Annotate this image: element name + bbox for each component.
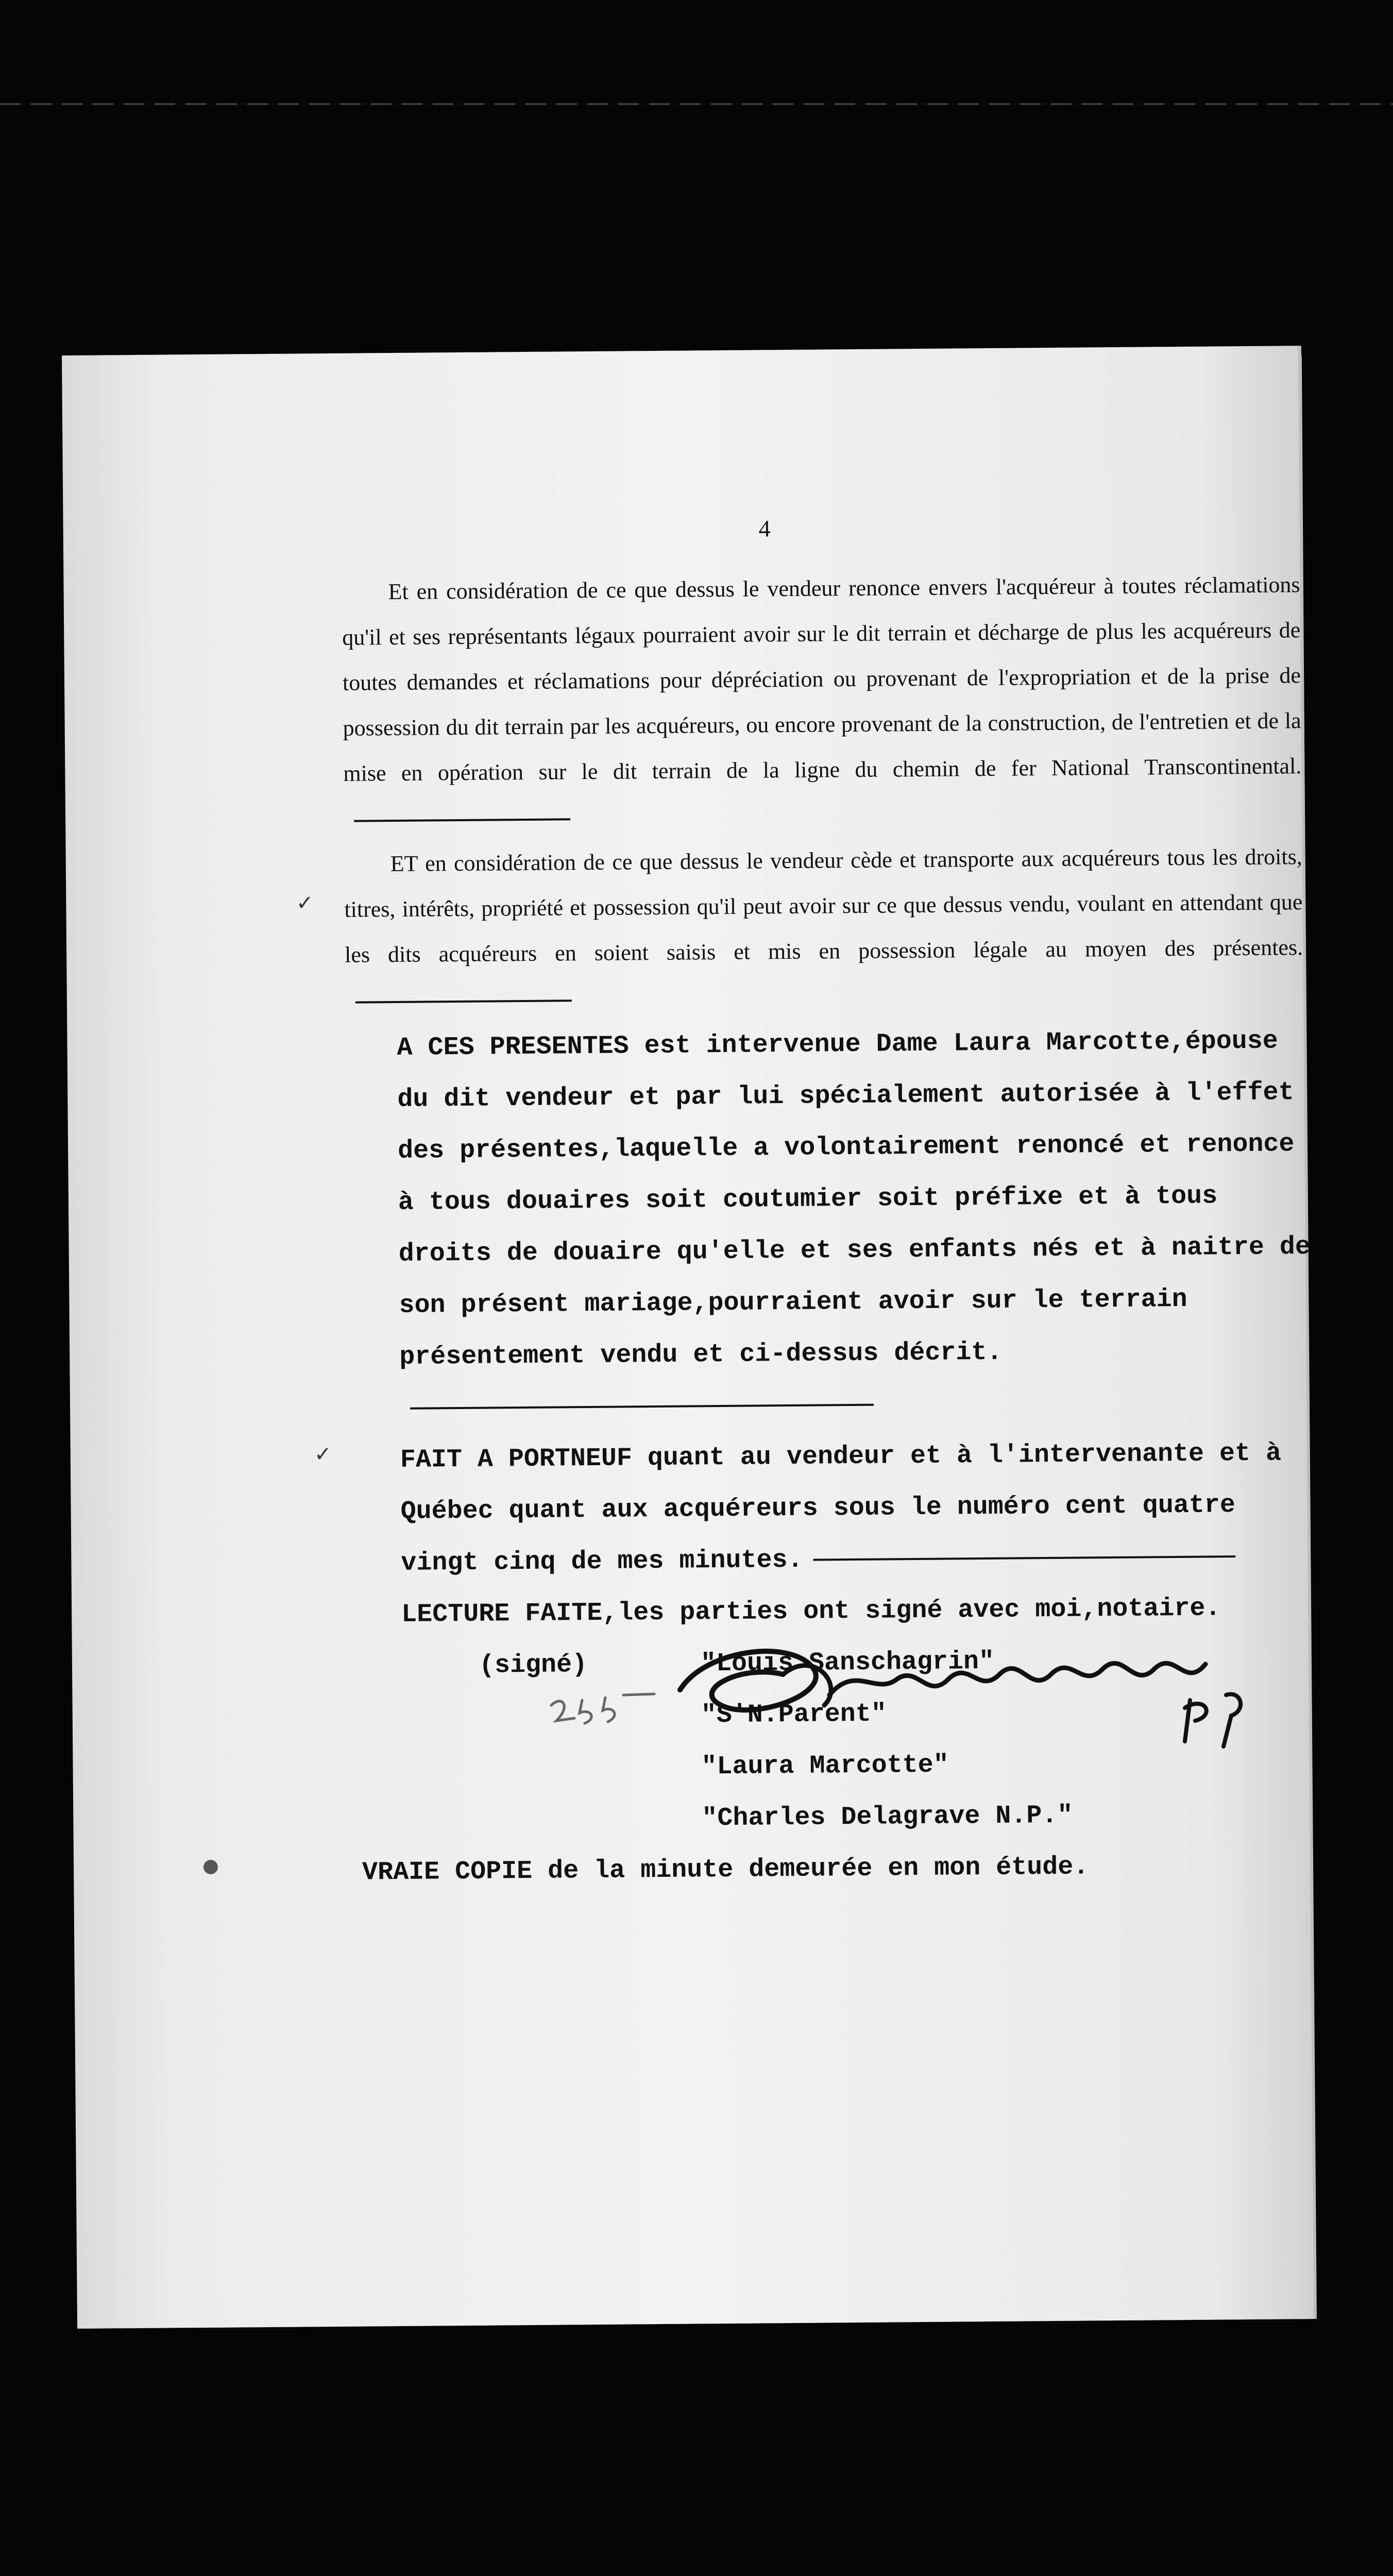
paragraph-fait-a: FAIT A PORTNEUF quant au vendeur et à l'intervenante et à Québec quant aux acquéreurs sous le numéro cent quatre vingt cinq de mes minutes. [400,1438,1282,1578]
film-edge [0,103,1393,105]
paragraph-transfer: ET en considération de ce que dessus le vendeur cède et transporte aux acquéreurs tous les droits, titres, intérêts, propriété et possession qu'il peut avoir sur ce que dessus vendu, voulant en attendant que les dits acquéreurs en soient saisis et mis en possession légale au moyen des présentes. [344,834,1303,1023]
page-number: 4 [758,515,771,542]
signature-louis-sanschagrin: "Louis Sanschagrin" [700,1647,995,1679]
handwritten-signature [659,1618,1267,1752]
serif-paragraphs [342,562,1303,1023]
signature-charles-delagrave: "Charles Delagrave N.P." [702,1801,1073,1834]
signed-label: (signé) [479,1650,588,1681]
ink-smudge [203,1860,218,1874]
signature-parent: "S'N.Parent" [701,1699,887,1731]
paragraph-intervention: A CES PRESENTES est intervenue Dame Laura Marcotte,épouse du dit vendeur et par lui spécialement autorisée à l'effet des présentes,laquelle a volontairement renoncé et renonce à tous douaires soit coutumier soit préfixe et à tous droits de douaire qu'elle et ses enfants nés et à naitre de son présent mariage,pourraient avoir sur le terrain présentement vendu et ci-dessus décrit. [355,1015,1327,1435]
fill-line [354,818,570,822]
pencil-note-drawing [546,1690,659,1731]
paragraph-lecture-faite: LECTURE FAITE,les parties ont signé avec moi,notaire. [401,1594,1221,1630]
certification-line: VRAIE COPIE de la minute demeurée en mon étude. [362,1852,1089,1888]
fill-line [813,1555,1236,1561]
check-mark: ✓ [296,891,314,915]
check-mark: ✓ [314,1443,332,1466]
typed-paragraphs [355,1015,1331,1899]
fill-line [355,999,572,1003]
signature-laura-marcotte: "Laura Marcotte" [701,1750,949,1782]
fill-line [410,1403,874,1409]
document-page [62,346,1314,2329]
paragraph-renunciation: Et en considération de ce que dessus le vendeur renonce envers l'acquéreur à toutes réclamations qu'il et ses représentants légaux pourraient avoir sur le dit terrain et décharge de plus les acquéreurs de toutes demandes et réclamations pour dépréciation ou provenant de l'expropriation et de la prise de possession du dit terrain par les acquéreurs, ou encore provenant de la construction, de l'entretien et de la mise en opération sur le dit terrain de la ligne du chemin de fer National Transcontinental. [342,562,1302,842]
